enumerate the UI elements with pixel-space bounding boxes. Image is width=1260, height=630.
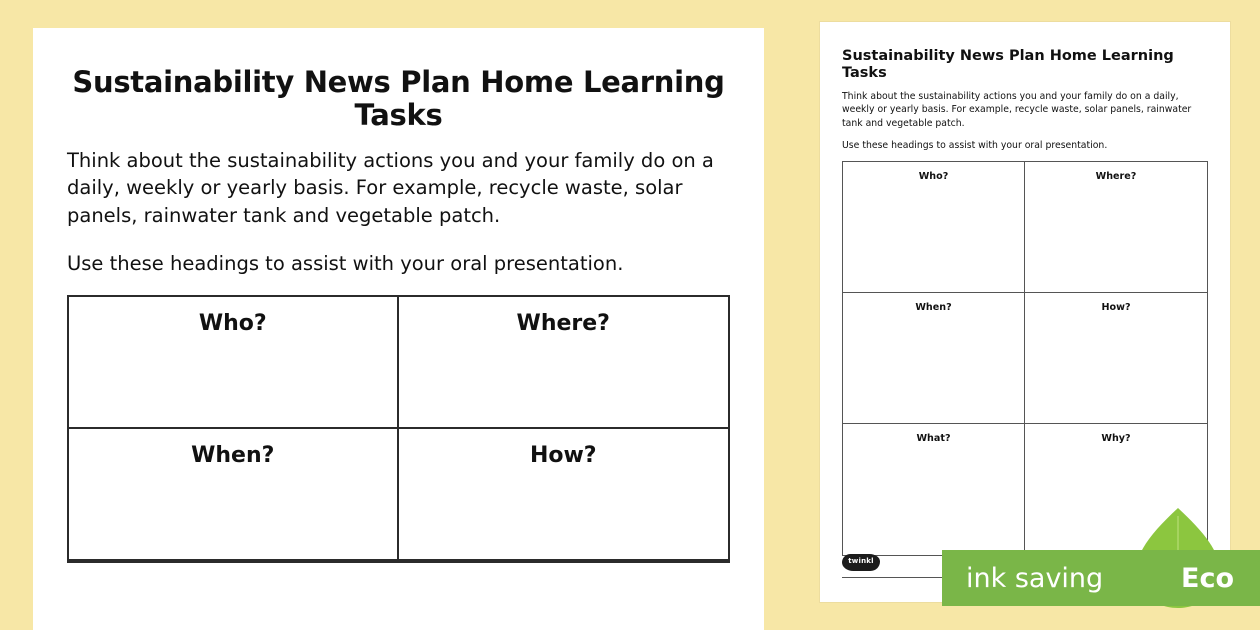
cell-label-who: Who? xyxy=(918,170,949,182)
headings-table xyxy=(67,295,730,563)
table-cell xyxy=(843,293,1025,424)
cell-label-where: Where? xyxy=(516,311,610,337)
cell-label-how: How? xyxy=(1101,301,1131,313)
ink-saving-label: ink saving xyxy=(966,563,1104,594)
cell-label-how: How? xyxy=(529,443,597,469)
table-cell xyxy=(1025,162,1207,293)
eco-bar xyxy=(942,550,1260,606)
cell-label-where: Where? xyxy=(1095,170,1137,182)
thumbnail-headings-table xyxy=(842,161,1208,556)
table-cell xyxy=(843,424,1025,555)
cell-label-why: Why? xyxy=(1101,432,1131,444)
cell-label-what: What? xyxy=(916,432,951,444)
table-cell[interactable] xyxy=(399,297,729,429)
eco-label: Eco xyxy=(1181,563,1234,594)
table-cell[interactable] xyxy=(69,429,399,561)
table-cell[interactable] xyxy=(399,429,729,561)
cell-label-when: When? xyxy=(915,301,952,313)
thumbnail-intro: Think about the sustainability actions you and your family do on a daily, weekly or yearly basis. For example, recycle waste, solar panels, rainwater tank and vegetable patch. xyxy=(842,90,1192,129)
thumbnail-title: Sustainability News Plan Home Learning Tasks xyxy=(842,48,1174,82)
cell-label-who: Who? xyxy=(198,311,267,337)
table-cell xyxy=(1025,293,1207,424)
worksheet-preview-large[interactable] xyxy=(33,28,764,630)
table-cell[interactable] xyxy=(69,297,399,429)
twinkl-logo xyxy=(842,554,880,571)
ink-saving-eco-badge xyxy=(942,542,1260,606)
page-title: Sustainability News Plan Home Learning Tasks xyxy=(72,65,725,133)
thumbnail-instruction: Use these headings to assist with your oral presentation. xyxy=(842,140,1108,152)
cell-label-when: When? xyxy=(191,443,275,469)
twinkl-logo-label: twinkl xyxy=(848,557,874,565)
instruction-paragraph: Use these headings to assist with your oral presentation. xyxy=(67,251,624,275)
table-cell xyxy=(843,162,1025,293)
intro-paragraph: Think about the sustainability actions you and your family do on a daily, weekly or yearly basis. For example, recycle waste, solar panels, rainwater tank and vegetable patch. xyxy=(67,148,714,228)
